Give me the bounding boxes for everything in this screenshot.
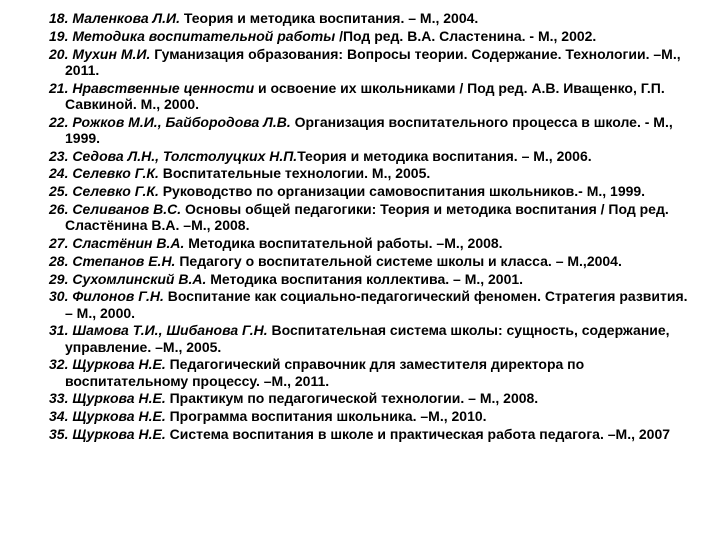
entry-number: 31. — [49, 322, 69, 339]
entry-text: Воспитательные технологии. М., 2005. — [158, 165, 431, 182]
entry-author: Методика воспитательной работы — [72, 27, 336, 44]
entry-number: 25. — [49, 183, 69, 200]
entry-number: 27. — [49, 234, 69, 251]
entry-text: Гуманизация образования: Вопросы теории. Содержание. Технологии. –М., 2011. — [65, 45, 681, 78]
entry-number: 23. — [49, 147, 69, 164]
entry-text: Основы общей педагогики: Теория и методика воспитания / Под ред. Сластёнина В.А. –М., 2008. — [65, 200, 669, 234]
entry-text: и освоение их школьниками / Под ред. А.В. Иващенко, Г.П. Савкиной. М., 2000. — [65, 79, 665, 112]
entry-text: Методика воспитания коллектива. – М., 2001. — [206, 270, 524, 287]
entry-number: 33. — [49, 390, 69, 407]
entry-author: Селиванов В.С. — [72, 200, 182, 217]
list-item — [49, 80, 689, 112]
entry-author: Щуркова Н.Е. — [72, 408, 166, 425]
entry-number: 26. — [49, 200, 69, 217]
entry-number: 29. — [49, 270, 69, 287]
entry-text: Организация воспитательного процесса в школе. - М., 1999. — [65, 113, 673, 146]
entry-number: 18. — [49, 10, 69, 26]
entry-text: Воспитательная система школы: сущность, содержание, управление. –М., 2005. — [65, 322, 670, 355]
entry-author: Степанов Е.Н. — [72, 252, 176, 269]
entry-number: 20. — [49, 45, 69, 62]
entry-author: Щуркова Н.Е. — [72, 390, 166, 407]
entry-text: /Под ред. В.А. Сластенина. - М., 2002. — [335, 27, 597, 44]
bibliography-list — [49, 10, 689, 444]
entry-number: 19. — [49, 27, 69, 44]
entry-text: Теория и методика воспитания. – М., 2004. — [179, 10, 479, 26]
entry-number: 34. — [49, 408, 69, 425]
entry-text: Теория и методика воспитания. – М., 2006. — [297, 147, 592, 164]
list-item — [49, 183, 689, 199]
list-item — [49, 28, 689, 44]
entry-author: Маленкова Л.И. — [72, 10, 180, 26]
list-item — [49, 46, 689, 78]
list-item — [49, 165, 689, 181]
entry-number: 30. — [49, 288, 69, 305]
list-item — [49, 288, 689, 320]
entry-text: Методика воспитательной работы. –М., 2008. — [184, 234, 503, 251]
entry-author: Щуркова Н.Е. — [72, 425, 166, 442]
entry-text: Педагогу о воспитательной системе школы и класса. – М.,2004. — [175, 252, 622, 269]
entry-number: 35. — [49, 425, 69, 442]
entry-author: Сластёнин В.А. — [72, 234, 185, 251]
list-item — [49, 253, 689, 269]
entry-author: Нравственные ценности — [72, 79, 255, 96]
list-item — [49, 10, 689, 26]
entry-number: 22. — [49, 113, 69, 130]
entry-author: Седова Л.Н., Толстолуцких Н.П. — [72, 147, 298, 164]
list-item — [49, 235, 689, 251]
entry-text: Воспитание как социально-педагогический феномен. Стратегия развития. – М., 2000. — [65, 288, 688, 321]
entry-number: 24. — [49, 165, 69, 182]
entry-author: Щуркова Н.Е. — [72, 356, 166, 373]
entry-author: Шамова Т.И., Шибанова Г.Н. — [72, 322, 268, 339]
list-item — [49, 201, 689, 233]
list-item — [49, 356, 689, 388]
entry-number: 28. — [49, 252, 69, 269]
entry-author: Рожков М.И., Байбородова Л.В. — [72, 113, 291, 130]
entry-text: Практикум по педагогической технологии. – М., 2008. — [165, 390, 539, 407]
entry-text: Система воспитания в школе и практическая работа педагога. –М., 2007 — [165, 425, 671, 442]
list-item — [49, 114, 689, 146]
list-item — [49, 408, 689, 424]
list-item — [49, 390, 689, 406]
entry-number: 32. — [49, 356, 69, 373]
entry-author: Селевко Г.К. — [72, 165, 159, 182]
entry-author: Мухин М.И. — [72, 45, 151, 62]
list-item — [49, 148, 689, 164]
entry-author: Филонов Г.Н. — [72, 288, 164, 305]
list-item — [49, 322, 689, 354]
list-item — [49, 426, 689, 442]
list-item — [49, 271, 689, 287]
entry-text: Программа воспитания школьника. –М., 2010. — [165, 408, 487, 425]
entry-number: 21. — [49, 79, 69, 96]
entry-text: Руководство по организации самовоспитания школьников.- М., 1999. — [158, 183, 646, 200]
entry-author: Сухомлинский В.А. — [72, 270, 207, 287]
entry-text: Педагогический справочник для заместителя директора по воспитательному процессу. –М., 2011. — [65, 356, 585, 389]
entry-author: Селевко Г.К. — [72, 183, 159, 200]
